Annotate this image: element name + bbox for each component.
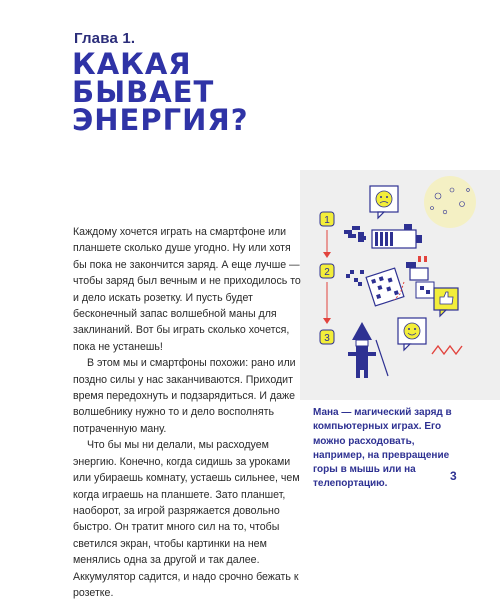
chip-icon	[366, 268, 404, 306]
chapter-title	[72, 47, 249, 137]
sad-face-bubble-icon	[370, 186, 398, 218]
wizard-icon	[348, 322, 388, 378]
paragraph-1: Каждому хочется играть на смартфоне или планшете сколько душе угодно. Ну или хотя бы пока не закончится заряд. А еще лучше — чтобы заряд был вечным и не приходилось то и дело искать розетку. И пусть будет бесконечный запас волшебной маны для заклинаний. Вот бы играть сколько хочется, пока не устанешь!	[73, 226, 301, 353]
svg-text:1: 1	[324, 215, 330, 226]
dotted-circle-decoration	[424, 176, 476, 228]
illustration	[300, 170, 500, 400]
chapter-label: Глава 1.	[74, 30, 136, 47]
chapter-title-line-1: КАКАЯ	[72, 47, 192, 81]
zigzag-energy-icon	[432, 346, 462, 354]
battery-icon	[372, 224, 422, 248]
paragraph-2: В этом мы и смартфоны похожи: рано или поздно силы у нас заканчиваются. Приходит время передохнуть и подзарядиться. И даже волшебнику нужно то и дело восполнять потраченную ману.	[73, 357, 296, 435]
thumbs-up-bubble-icon	[434, 288, 458, 316]
paragraph-3: Что бы мы ни делали, мы расходуем энергию. Конечно, когда сидишь за уроками или убираешь комнату, устаешь сильнее, чем когда играешь на планшете. Зато планшет, наоборот, за игрой разряжается довольно быстро. Он тратит много сил на то, чтобы светился экран, чтобы картинки на нем менялись одна за другой и так далее. Аккумулятор садится, и надо срочно бежать к розетке.	[73, 439, 300, 599]
body-text	[73, 224, 301, 601]
pixel-globe-icon	[416, 282, 434, 298]
svg-text:3: 3	[324, 333, 330, 344]
chapter-title-line-2: БЫВАЕТ	[72, 75, 215, 109]
step-3-badge	[320, 330, 334, 344]
step-1-badge	[320, 212, 334, 226]
pixel-hand-icon	[346, 270, 364, 286]
page-number: 3	[450, 469, 457, 483]
caption: Мана — магический заряд в компьютерных играх. Его можно расходовать, например, на превращение горы в мышь или на телепортацию.	[313, 407, 452, 490]
chapter-title-line-3: ЭНЕРГИЯ?	[72, 103, 249, 137]
step-2-badge	[320, 264, 334, 278]
happy-face-bubble-icon	[398, 318, 426, 350]
pixel-sprite-icon	[344, 226, 366, 242]
svg-text:2: 2	[324, 267, 330, 278]
